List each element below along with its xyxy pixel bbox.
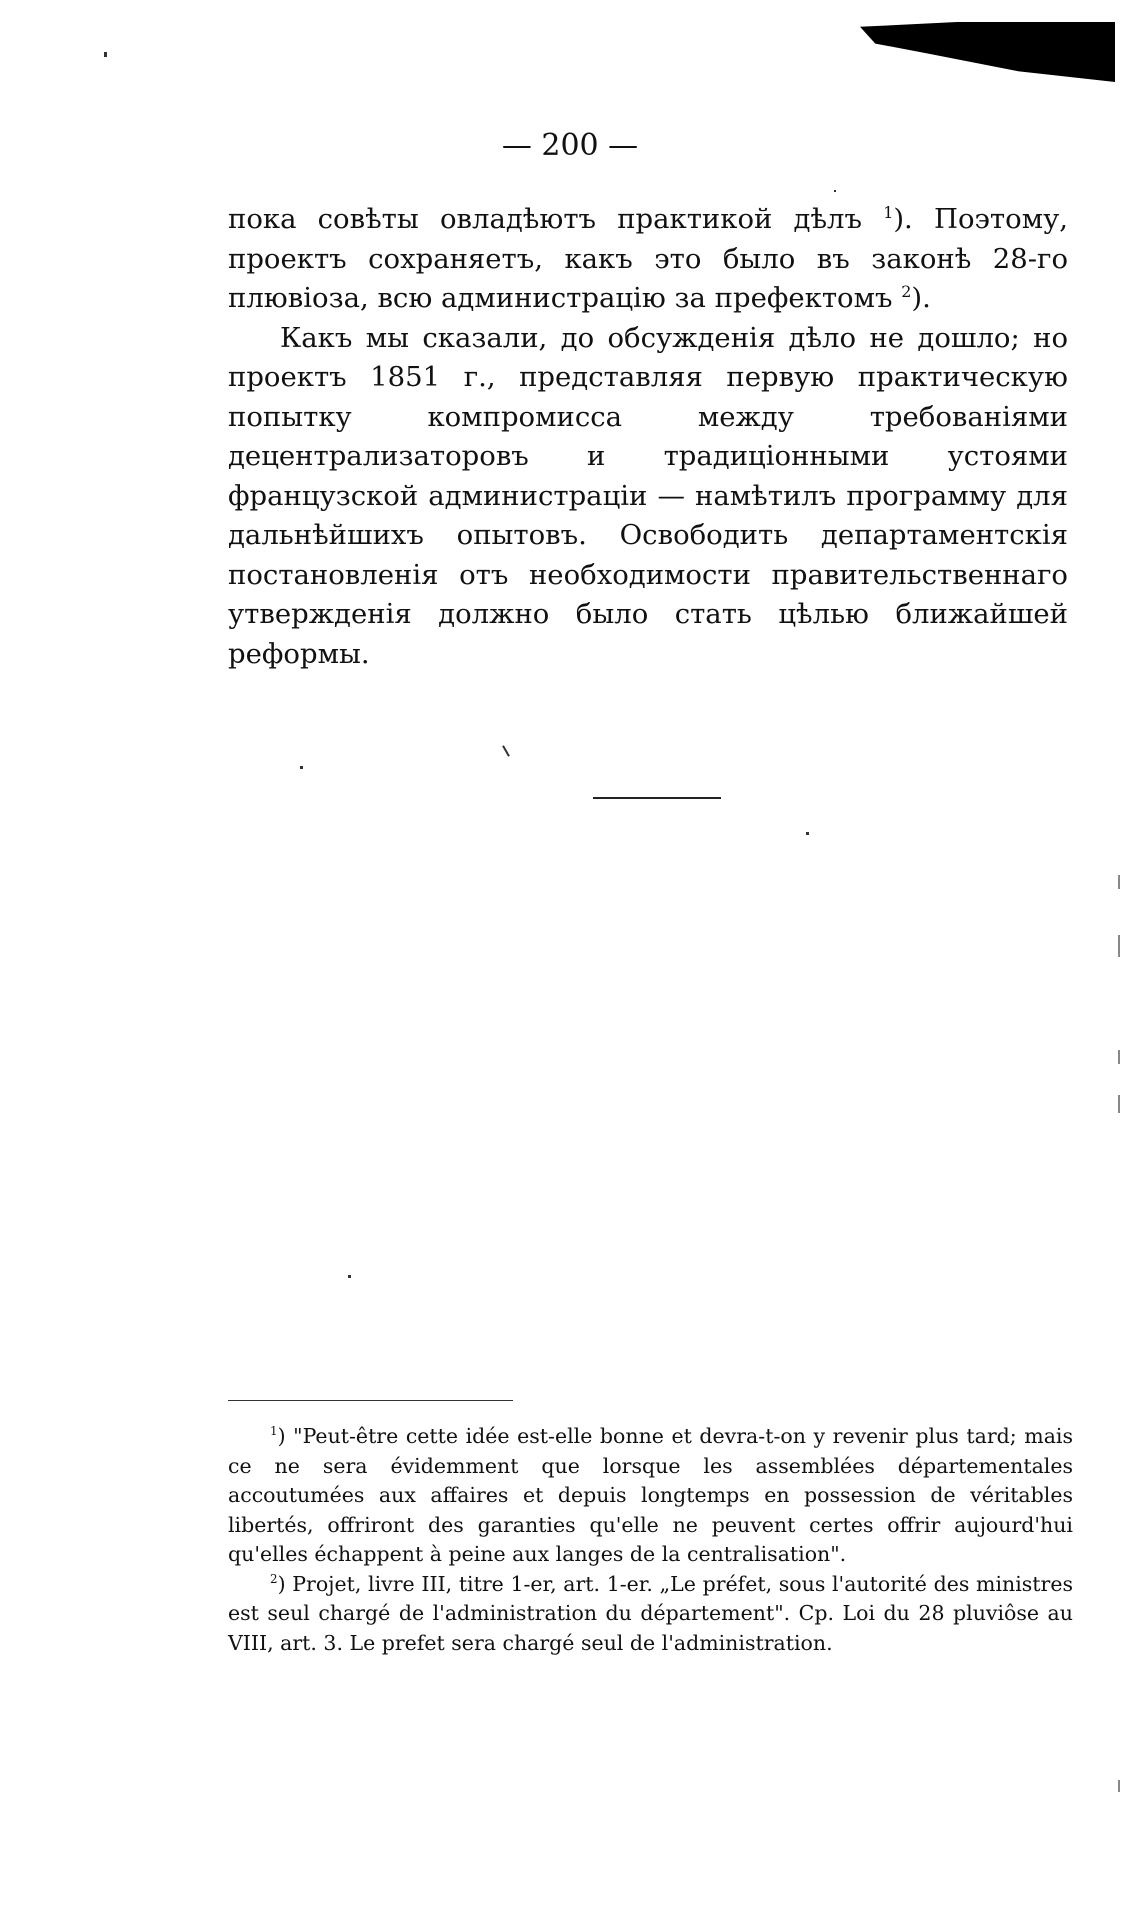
footnote-ref-2[interactable]: 2: [901, 281, 912, 301]
main-text: [228, 200, 1068, 674]
scan-speck: [348, 1275, 351, 1278]
paragraph-1: [228, 200, 1068, 319]
footnotes: [228, 1422, 1073, 1658]
scan-margin-mark: [1118, 875, 1120, 889]
paragraph-1-text-c: ).: [911, 282, 931, 314]
footnote-separator: [228, 1400, 513, 1401]
footnote-1-marker: 1: [270, 1424, 278, 1439]
scan-margin-mark: [1118, 935, 1120, 957]
footnote-2-text: ) Projet, livre III, titre 1-er, art. 1-er. „Le préfet, sous l'autorité des ministres est seul chargé de l'administration du département". Cp. Loi du 28 pluviôse au VIII, art. 3. Le prefet sera chargé seul de l'administration.: [228, 1571, 1073, 1655]
paragraph-1-text-b: ). Поэтому, проектъ сохраняетъ, какъ это было въ законѣ 28-го плювіоза, всю администрацію за префектомъ: [228, 203, 1069, 314]
scan-speck: [104, 52, 107, 57]
footnote-ref-1[interactable]: 1: [883, 202, 894, 222]
scan-margin-mark: [1118, 1780, 1120, 1792]
scan-edge-artifact: [860, 22, 1115, 82]
footnote-1-text: ) "Peut-être cette idée est-elle bonne et devra-t-on y revenir plus tard; mais ce ne sera évidemment que lorsque les assemblées départementales accoutumées aux affaires et depuis longtemps en possession de véritables libertés, offriront des garanties qu'elle ne peuvent certes offrir aujourd'hui qu'elles échappent à peine aux langes de la centralisation".: [228, 1424, 1073, 1566]
scan-margin-mark: [1118, 1095, 1120, 1113]
paragraph-2: Какъ мы сказали, до обсужденія дѣло не дошло; но проектъ 1851 г., представляя первую практическую попытку компромисса между требованіями децентрализаторовъ и традиціонными устоями французской администраціи — намѣтилъ программу для дальнѣйшихъ опытовъ. Освободить департаментскія постановленія отъ необходимости правительственнаго утвержденія должно было стать цѣлью ближайшей реформы.: [228, 321, 1068, 670]
scan-speck: [834, 190, 836, 192]
footnote-1: [228, 1422, 1073, 1570]
footnote-2: [228, 1570, 1073, 1659]
scan-margin-mark: [1118, 1050, 1120, 1064]
scan-speck: [502, 745, 510, 756]
footnote-2-marker: 2: [270, 1571, 278, 1586]
scan-speck: [806, 832, 809, 835]
scan-speck: [300, 766, 303, 769]
paragraph-1-text-a: пока совѣты овладѣютъ практикой дѣлъ: [228, 203, 884, 235]
page-number: — 200 —: [501, 128, 639, 163]
section-separator: [593, 797, 721, 799]
